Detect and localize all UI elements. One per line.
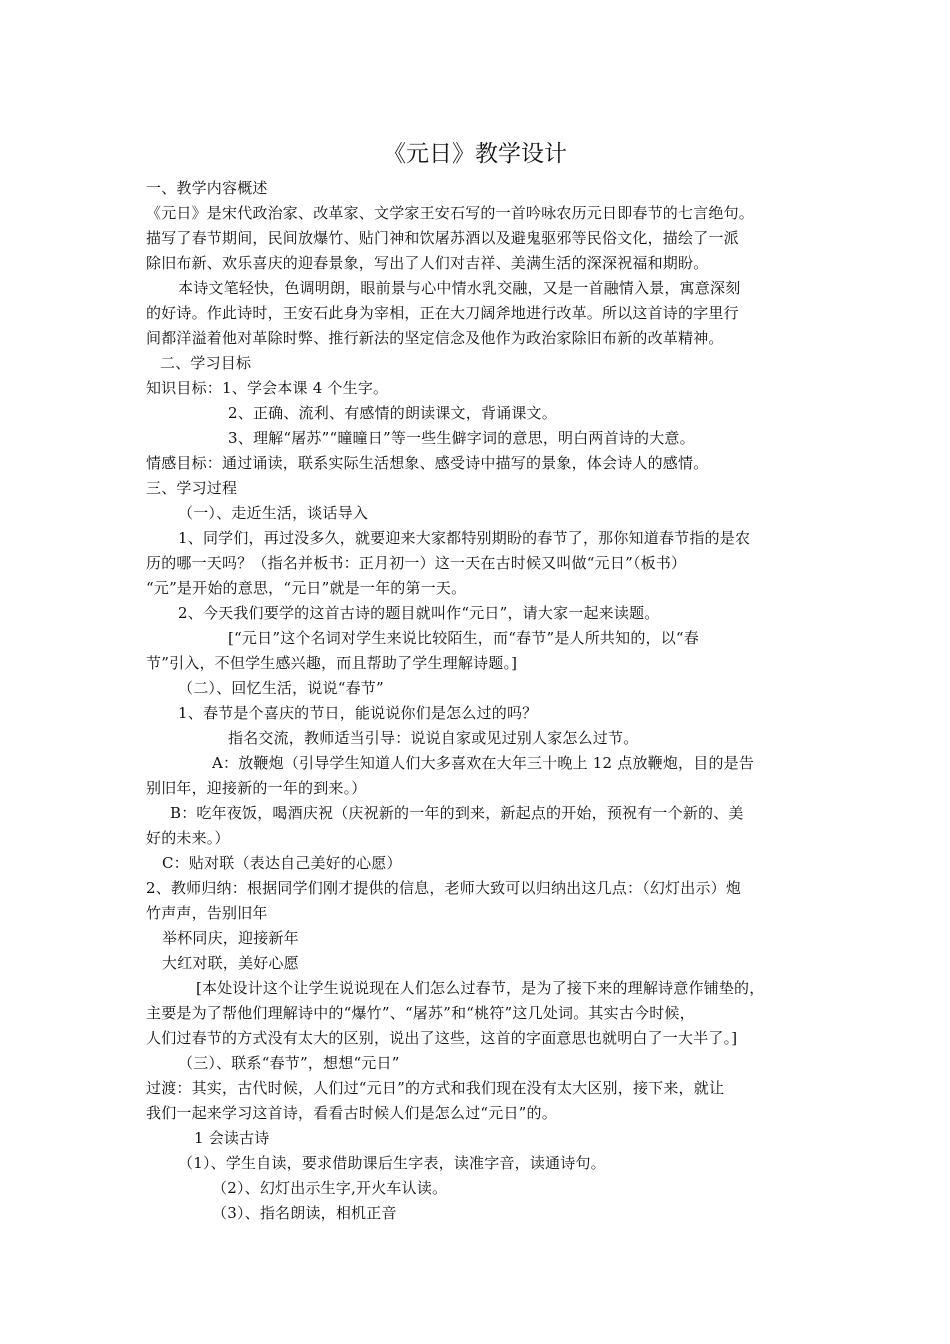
paragraph-line: 2、今天我们要学的这首古诗的题目就叫作“元日”，请大家一起来读题。 bbox=[178, 604, 660, 622]
paragraph-line: 过渡：其实，古代时候，人们过“元日”的方式和我们现在没有太大区别，接下来，就让 bbox=[146, 1079, 725, 1097]
paragraph-line: B：吃年夜饭，喝酒庆祝（庆祝新的一年的到来，新起点的开始，预祝有一个新的、美 bbox=[170, 804, 744, 822]
paragraph-line: [本处设计这个让学生说说现在人们怎么过春节，是为了接下来的理解诗意作铺垫的， bbox=[196, 979, 765, 997]
paragraph-line: 的好诗。作此诗时，王安石此身为宰相，正在大刀阔斧地进行改革。所以这首诗的字里行 bbox=[146, 304, 739, 322]
document-title: 《元日》教学设计 bbox=[383, 141, 567, 167]
paragraph-line: 1、同学们，再过没多久，就要迎来大家都特别期盼的春节了，那你知道春节指的是农 bbox=[178, 529, 751, 547]
paragraph-line: 2、正确、流利、有感情的朗读课文，背诵课文。 bbox=[228, 404, 557, 422]
paragraph-line: 1 会读古诗 bbox=[194, 1129, 270, 1147]
paragraph-line: （3）、指名朗读，相机正音 bbox=[212, 1204, 397, 1222]
paragraph-line: 举杯同庆，迎接新年 bbox=[162, 929, 299, 947]
paragraph-line: [“元日”这个名词对学生来说比较陌生，而“春节”是人所共知的，以“春 bbox=[228, 629, 699, 647]
paragraph-line: 描写了春节期间，民间放爆竹、贴门神和饮屠苏酒以及避鬼驱邪等民俗文化，描绘了一派 bbox=[146, 229, 739, 247]
paragraph-line: C：贴对联（表达自己美好的心愿） bbox=[162, 854, 402, 872]
paragraph-line: （1）、学生自读，要求借助课后生字表，读准字音，读通诗句。 bbox=[178, 1154, 606, 1172]
paragraph-line: 别旧年，迎接新的一年的到来。） bbox=[146, 779, 367, 797]
paragraph-line: 《元日》是宋代政治家、改革家、文学家王安石写的一首吟咏农历元日即春节的七言绝句。 bbox=[146, 204, 755, 222]
subsection-heading: （二）、回忆生活，说说“春节” bbox=[178, 679, 384, 697]
paragraph-line: 好的未来。） bbox=[146, 829, 230, 847]
paragraph-line: 3、理解“屠苏”“曈曈日”等一些生僻字词的意思，明白两首诗的大意。 bbox=[228, 429, 695, 447]
paragraph-line: 节”引入，不但学生感兴趣，而且帮助了学生理解诗题。] bbox=[146, 654, 518, 672]
paragraph-line: 大红对联，美好心愿 bbox=[162, 954, 299, 972]
paragraph-line: 指名交流，教师适当引导：说说自家或见过别人家怎么过节。 bbox=[228, 729, 639, 747]
paragraph-line: 主要是为了帮他们理解诗中的“爆竹”、“屠苏”和“桃符”这几处词。其实古今时候， bbox=[146, 1004, 695, 1022]
paragraph-line: 间都洋溢着他对革除时弊、推行新法的坚定信念及他作为政治家除旧布新的改革精神。 bbox=[146, 329, 724, 347]
paragraph-line: 知识目标：1、学会本课 4 个生字。 bbox=[146, 379, 389, 397]
section-heading: 二、学习目标 bbox=[160, 354, 252, 372]
paragraph-line: 情感目标：通过诵读，联系实际生活想象、感受诗中描写的景象，体会诗人的感情。 bbox=[146, 454, 709, 472]
paragraph-line: 1、春节是个喜庆的节日，能说说你们是怎么过的吗？ bbox=[178, 704, 538, 722]
paragraph-line: 历的哪一天吗？（指名并板书：正月初一）这一天在古时候又叫做“元日”（板书） bbox=[146, 554, 687, 572]
paragraph-line: 我们一起来学习这首诗，看看古时候人们是怎么过“元日”的。 bbox=[146, 1104, 557, 1122]
paragraph-line: （2）、幻灯出示生字,开火车认读。 bbox=[212, 1179, 448, 1197]
section-heading: 一、教学内容概述 bbox=[146, 179, 268, 197]
paragraph-line: “元”是开始的意思，“元日”就是一年的第一天。 bbox=[146, 579, 467, 597]
paragraph-line: 人们过春节的方式没有太大的区别，说出了这些，这首的字面意思也就明白了一大半了。] bbox=[146, 1029, 738, 1047]
section-heading: 三、学习过程 bbox=[146, 479, 238, 497]
paragraph-line: 除旧布新、欢乐喜庆的迎春景象，写出了人们对吉祥、美满生活的深深祝福和期盼。 bbox=[146, 254, 709, 272]
paragraph-line: 2、教师归纳：根据同学们刚才提供的信息，老师大致可以归纳出这几点：（幻灯出示）炮 bbox=[146, 879, 742, 897]
subsection-heading: （三）、联系“春节”，想想“元日” bbox=[178, 1054, 400, 1072]
subsection-heading: （一）、走近生活，谈话导入 bbox=[178, 504, 369, 522]
paragraph-line: 本诗文笔轻快，色调明朗，眼前景与心中情水乳交融，又是一首融情入景，寓意深刻 bbox=[178, 279, 741, 297]
paragraph-line: A：放鞭炮（引导学生知道人们大多喜欢在大年三十晚上 12 点放鞭炮，目的是告 bbox=[212, 754, 755, 772]
paragraph-line: 竹声声，告别旧年 bbox=[146, 904, 268, 922]
